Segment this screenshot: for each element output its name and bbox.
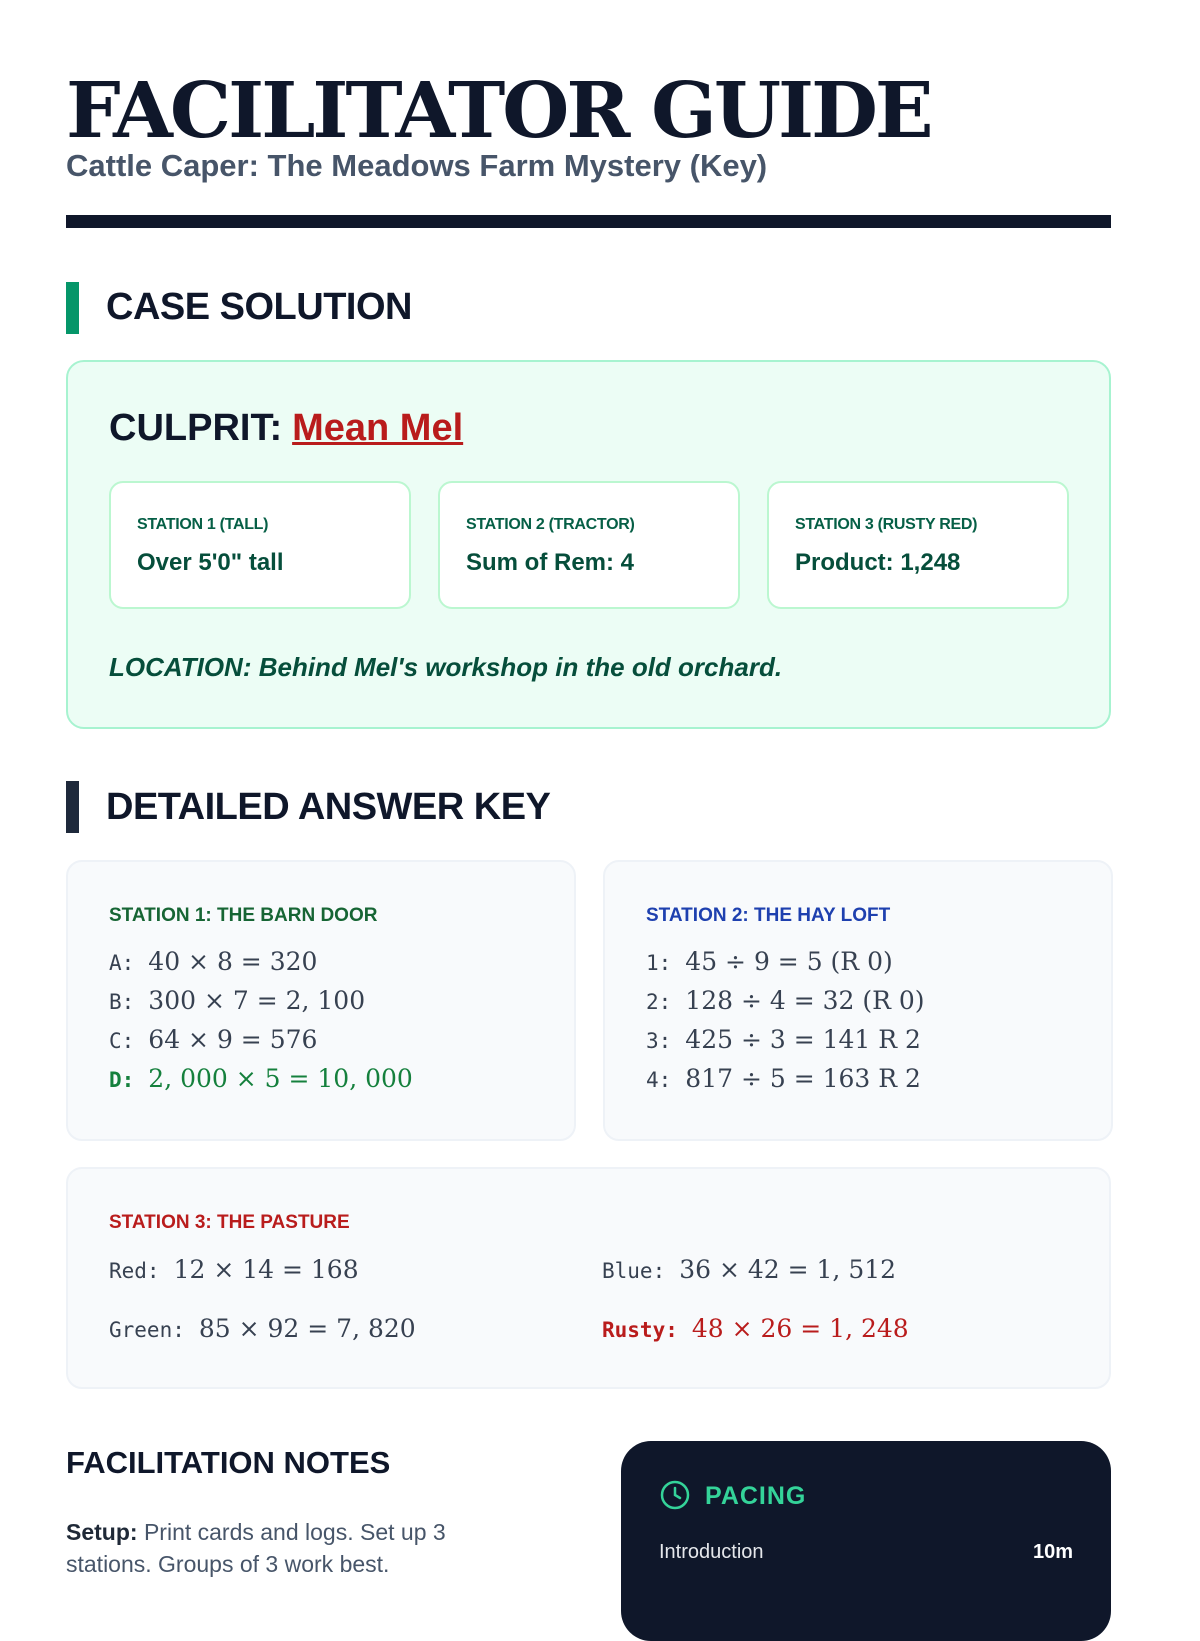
station-3-answer-card [66,1167,1111,1389]
clue-label: STATION 2 (TRACTOR) [466,516,635,533]
clue-value: Over 5'0" tall [137,549,284,576]
setup-note [66,1516,536,1580]
clue-value: Sum of Rem: 4 [466,549,635,576]
header-divider [66,215,1111,228]
answer-row: 3: 425 ÷ 3 = 141 R 2 [646,1025,921,1054]
station-3-title: STATION 3: THE PASTURE [109,1212,350,1233]
pacing-heading: PACING [705,1482,807,1510]
answer-row: A: 40 × 8 = 320 [109,947,318,976]
page-subtitle: Cattle Caper: The Meadows Farm Mystery (Key) [66,148,768,183]
station-2-answer-card [603,860,1113,1141]
pacing-row-value: 10m [1032,1541,1073,1563]
station-2-title: STATION 2: THE HAY LOFT [646,905,891,926]
culprit-line [109,405,463,451]
clue-value: Product: 1,248 [795,549,961,576]
answer-row: C: 64 × 9 = 576 [109,1025,318,1054]
clue-card-station-1 [109,481,411,609]
answer-row: 4: 817 ÷ 5 = 163 R 2 [646,1064,921,1093]
answer-row: 1: 45 ÷ 9 = 5 (R 0) [646,947,893,976]
pacing-panel [621,1441,1111,1641]
answer-row: Green: 85 × 92 = 7, 820 [109,1314,416,1343]
answer-row: 2: 128 ÷ 4 = 32 (R 0) [646,986,925,1015]
section-accent-bar [66,282,79,334]
clue-label: STATION 3 (RUSTY RED) [795,516,978,533]
clock-icon [659,1479,691,1516]
clue-card-station-3 [767,481,1069,609]
answer-row: B: 300 × 7 = 2, 100 [109,986,366,1015]
culprit-name: Mean Mel [292,407,464,449]
setup-label: Setup: [66,1519,138,1545]
clue-label: STATION 1 (TALL) [137,516,269,533]
station-1-answer-card [66,860,576,1141]
culprit-label: CULPRIT: [109,407,283,449]
answer-row: Blue: 36 × 42 = 1, 512 [602,1255,897,1284]
case-solution-heading: CASE SOLUTION [106,286,412,328]
answer-row-highlight: D: 2, 000 × 5 = 10, 000 [109,1064,413,1093]
setup-text: Print cards and logs. Set up 3 stations. Groups of 3 work best. [66,1519,446,1577]
facilitation-notes-heading: FACILITATION NOTES [66,1445,391,1480]
page-title: FACILITATOR GUIDE [66,66,931,156]
answer-row-highlight: Rusty: 48 × 26 = 1, 248 [602,1314,909,1343]
answer-row: Red: 12 × 14 = 168 [109,1255,359,1284]
clue-card-station-2 [438,481,740,609]
answer-key-heading: DETAILED ANSWER KEY [106,786,551,828]
pacing-row-label: Introduction [659,1541,764,1563]
station-1-title: STATION 1: THE BARN DOOR [109,905,378,926]
location-text: LOCATION: Behind Mel's workshop in the old orchard. [109,652,783,682]
section-accent-bar [66,781,79,833]
